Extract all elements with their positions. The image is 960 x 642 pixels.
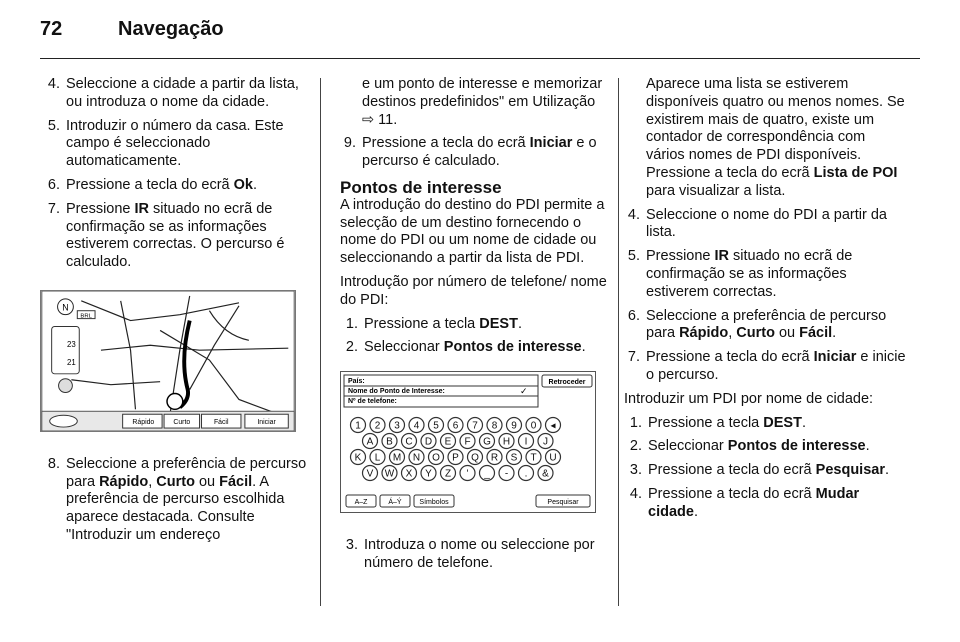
- list-item: 4. Pressione a tecla do ecrã Mudar cidade.: [629, 485, 860, 520]
- key-label: 4: [413, 420, 420, 432]
- key-label: 5: [433, 420, 439, 432]
- list-item: 7. Pressione IR situado no ecrã de confirmação se as informações estiverem correctas. O percurso é calculado.: [47, 200, 285, 271]
- key-label: 2: [374, 420, 381, 432]
- column-2: [340, 76, 608, 579]
- key-label: L: [374, 452, 381, 464]
- key-label: G: [483, 436, 491, 448]
- list-item: 8. Seleccione a preferência de percurso para Rápido, Curto ou Fácil. A preferência de percurso escolhida aparece destacada. Consulte "Introduzir um endereço: [47, 455, 307, 543]
- svg-text:Á–Ý: Á–Ý: [388, 499, 402, 507]
- list-item: 5. Introduzir o número da casa. Este campo é seleccionado automaticamente.: [47, 117, 284, 170]
- key-label: W: [384, 468, 395, 480]
- list-item: 6. Pressione a tecla do ecrã Ok.: [47, 176, 258, 193]
- svg-text:Fácil: Fácil: [213, 419, 229, 427]
- key-label: Q: [471, 452, 479, 464]
- list-item: 1. Pressione a tecla DEST.: [345, 315, 522, 332]
- paragraph: Introduzir um PDI por nome de cidade:: [624, 390, 874, 407]
- header-divider: [40, 58, 920, 59]
- section-heading: Pontos de interesse: [340, 177, 502, 197]
- menu-icon[interactable]: [59, 379, 73, 393]
- key-label: 0: [530, 420, 537, 432]
- key-label: O: [432, 452, 440, 464]
- key-label: R: [490, 452, 499, 464]
- page-number: 72: [40, 18, 63, 40]
- key-label: &: [542, 468, 549, 480]
- column-1: [44, 76, 310, 551]
- car-icon: [50, 415, 78, 427]
- svg-text:21: 21: [66, 357, 76, 367]
- key-label: 8: [491, 420, 498, 432]
- page-title: Navegação: [118, 18, 224, 40]
- key-label: E: [444, 436, 452, 448]
- key-label: 9: [511, 420, 517, 432]
- poi-keyboard-figure: [340, 371, 596, 513]
- key-label: D: [424, 436, 433, 448]
- sub-list: [340, 316, 608, 358]
- key-label: Y: [425, 468, 432, 480]
- list-item: 6. Seleccione a preferência de percurso para Rápido, Curto ou Fácil.: [627, 307, 887, 342]
- key-label: ': [466, 468, 469, 480]
- column-divider-2: [618, 78, 619, 606]
- column-divider-1: [320, 78, 321, 606]
- key-label: M: [392, 452, 402, 464]
- svg-text:Pesquisar: Pesquisar: [547, 499, 579, 507]
- key-label: U: [549, 452, 557, 464]
- route-option-buttons: [123, 414, 289, 428]
- sub-list: [624, 415, 906, 522]
- svg-text:Curto: Curto: [173, 419, 191, 427]
- svg-text:Símbolos: Símbolos: [419, 499, 449, 507]
- key-label: K: [354, 452, 362, 464]
- list-item: 3. Introduza o nome ou seleccione por número de telefone.: [345, 536, 595, 571]
- list-item: 2. Seleccionar Pontos de interesse.: [345, 339, 586, 356]
- vehicle-position-icon: [167, 394, 183, 410]
- key-label: 3: [394, 420, 400, 432]
- svg-text:A–Z: A–Z: [354, 499, 368, 507]
- list-item: 1. Pressione a tecla DEST.: [629, 414, 806, 431]
- key-label: Z: [444, 468, 452, 480]
- svg-text:Rápido: Rápido: [132, 419, 155, 427]
- svg-text:País:: País:: [348, 378, 365, 386]
- list-item: 7. Pressione a tecla do ecrã Iniciar e inicie o percurso.: [627, 349, 906, 383]
- svg-text:Nome do Ponto de Interesse:: Nome do Ponto de Interesse:: [348, 388, 445, 396]
- key-label: P: [452, 452, 459, 464]
- key-label: F: [464, 436, 471, 448]
- svg-text:Nº de telefone:: Nº de telefone:: [348, 398, 397, 406]
- key-label: 7: [472, 420, 478, 432]
- list-item: 2. Seleccionar Pontos de interesse.: [629, 438, 870, 455]
- page-header: [40, 18, 224, 50]
- column-3: [624, 76, 906, 528]
- key-label: T: [530, 452, 537, 464]
- key-label: -: [504, 468, 509, 480]
- list-item: 5. Pressione IR situado no ecrã de confirmação se as informações estiverem correctas.: [627, 248, 853, 300]
- svg-text:N: N: [62, 302, 69, 313]
- navigation-map-figure: [40, 290, 296, 432]
- key-label: .: [524, 468, 528, 480]
- list-item: 4. Seleccione o nome do PDI a partir da lista.: [627, 206, 887, 241]
- key-label: A: [366, 436, 374, 448]
- key-label: I: [524, 436, 528, 448]
- key-label: S: [510, 452, 518, 464]
- key-label: ◂: [550, 420, 556, 432]
- key-label: J: [543, 436, 548, 448]
- svg-text:BRL: BRL: [80, 313, 92, 320]
- key-label: H: [502, 436, 511, 448]
- svg-text:Retroceder: Retroceder: [548, 379, 586, 387]
- key-label: 6: [452, 420, 459, 432]
- key-label: _: [484, 468, 490, 480]
- svg-text:23: 23: [66, 340, 76, 350]
- key-label: X: [405, 468, 413, 480]
- paragraph: Introdução por número de telefone/ nome do PDI:: [340, 273, 607, 308]
- key-label: 1: [355, 420, 361, 432]
- paragraph: A introdução do destino do PDI permite a selecção de um destino fornecendo o nome do PDI ou um nome de cidade ou seleccionando a partir da lista de PDI.: [340, 196, 605, 267]
- check-icon: ✓: [520, 387, 528, 398]
- svg-text:Iniciar: Iniciar: [257, 419, 276, 427]
- list-item: 9. Pressione a tecla do ecrã Iniciar e o percurso é calculado.: [343, 135, 597, 170]
- key-label: B: [386, 436, 393, 448]
- continued-text: e um ponto de interesse e memorizar destinos predefinidos" em Utilização ⇨ 11.: [362, 76, 603, 128]
- key-label: V: [366, 468, 374, 480]
- sub-list: [340, 537, 608, 573]
- list-item: 3. Pressione a tecla do ecrã Pesquisar.: [629, 462, 890, 479]
- key-label: C: [405, 436, 413, 448]
- continued-text: Aparece uma lista se estiverem disponíveis quatro ou menos nomes. Se existirem mais de quatro, existe um contador de correspondência com vários nomes de PDI disponíveis. Pressione a tecla do ecrã Lista de POI para visualizar a lista.: [646, 76, 905, 199]
- list-item: 4. Seleccione a cidade a partir da lista, ou introduza o nome da cidade.: [47, 76, 299, 110]
- key-label: N: [412, 452, 421, 464]
